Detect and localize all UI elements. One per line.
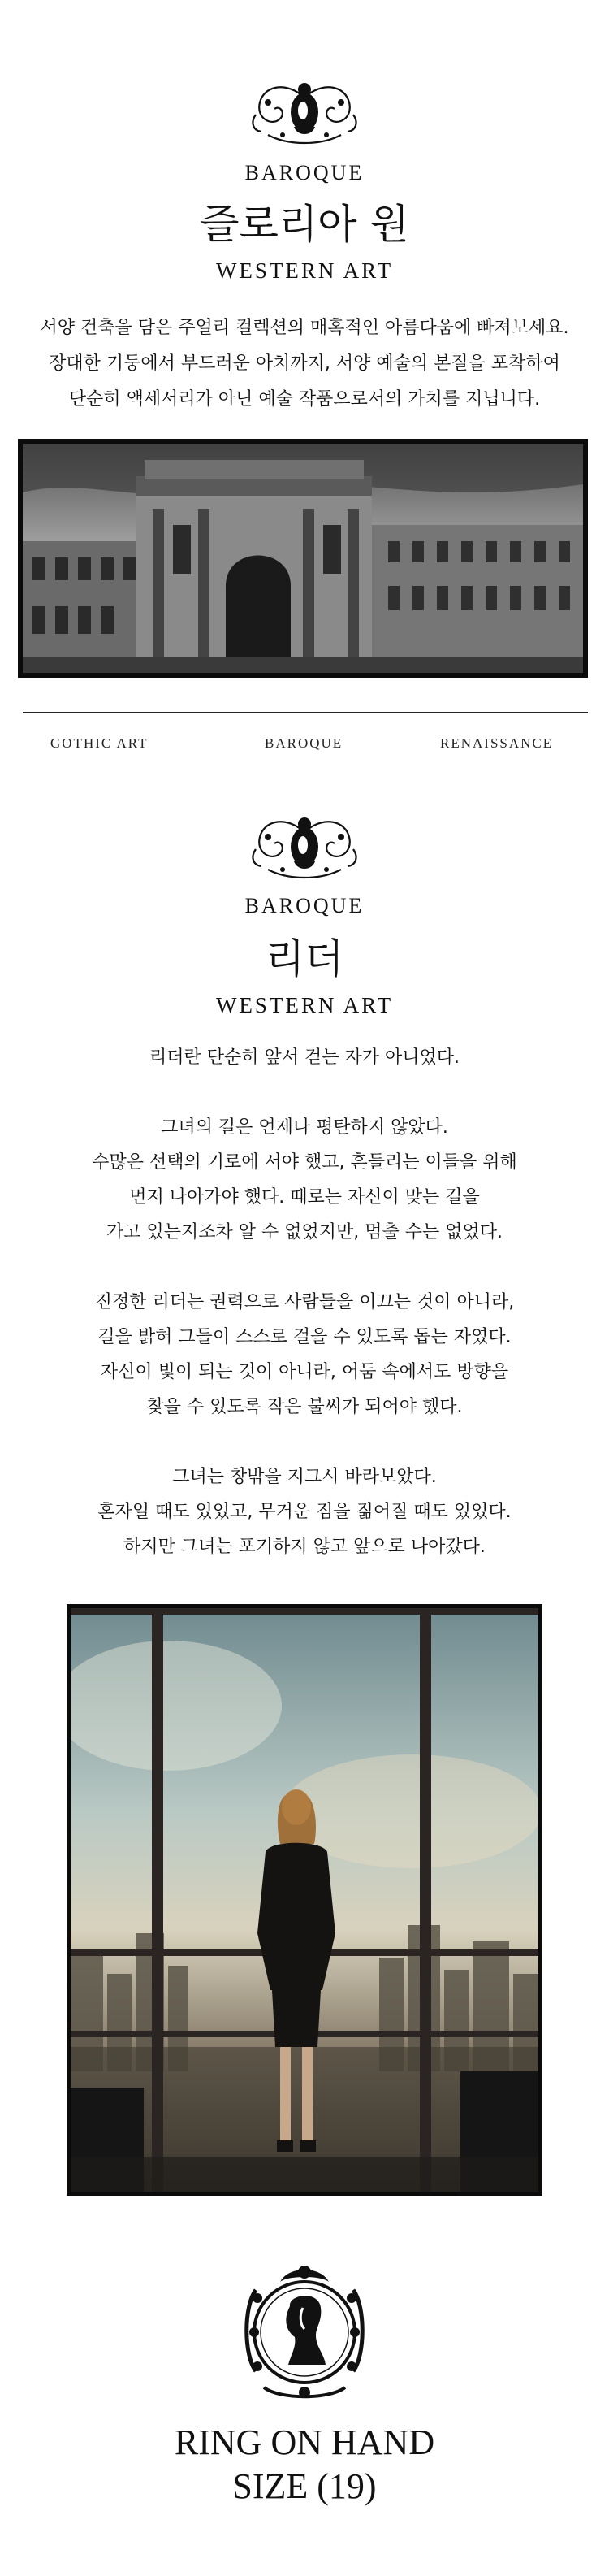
category-label-1: WESTERN ART	[215, 258, 394, 283]
story-line: 먼저 나아가야 했다. 때로는 자신이 맞는 길을	[129, 1187, 480, 1208]
story-line: 길을 밝혀 그들이 스스로 걸을 수 있도록 돕는 자였다.	[97, 1327, 512, 1347]
style-label-2: BAROQUE	[244, 894, 365, 917]
nav-item-renaissance[interactable]: RENAISSANCE	[440, 735, 554, 751]
story-line: 수많은 선택의 기로에 서야 했고, 흔들리는 이들을 위해	[92, 1152, 517, 1173]
description-line: 단순히 액세서리가 아닌 예술 작품으로서의 가치를 지닙니다.	[68, 389, 541, 410]
description-1	[0, 310, 609, 418]
woman-at-window-painting-icon	[71, 1608, 538, 2192]
story-line: 찾을 수 있도록 작은 불씨가 되어야 했다.	[146, 1397, 463, 1417]
description-line: 장대한 기둥에서 부드러운 아치까지, 서양 예술의 본질을 포착하여	[49, 353, 560, 374]
story-line: 그녀는 창밖을 지그시 바라보았다.	[172, 1467, 437, 1487]
crest-emblem-middle	[244, 813, 365, 886]
ring-on-hand-label: RING ON HAND	[174, 2422, 435, 2462]
story-line: 혼자일 때도 있었고, 무거운 짐을 짊어질 때도 있었다.	[97, 1502, 512, 1522]
category-label-2: WESTERN ART	[215, 993, 394, 1017]
medallion-emblem	[231, 2257, 378, 2404]
story-text	[0, 1040, 609, 1564]
architecture-image-frame	[18, 439, 588, 678]
baroque-crest-icon	[244, 813, 365, 886]
leader-painting-frame	[67, 1604, 542, 2196]
story-line: 리더란 단순히 앞서 걷는 자가 아니었다.	[149, 1047, 460, 1068]
baroque-arch-photo-icon	[23, 444, 583, 673]
style-label-1: BAROQUE	[244, 161, 365, 184]
style-nav	[0, 735, 609, 757]
baroque-medallion-icon	[231, 2257, 378, 2404]
product-title-1: 즐로리아 원	[200, 201, 409, 248]
description-line: 서양 건축을 담은 주얼리 컬렉션의 매혹적인 아름다움에 빠져보세요.	[40, 318, 569, 338]
nav-item-baroque[interactable]: BAROQUE	[265, 735, 343, 751]
story-line: 진정한 리더는 권력으로 사람들을 이끄는 것이 아니라,	[94, 1292, 515, 1312]
nav-item-gothic-art[interactable]: GOTHIC ART	[50, 735, 149, 751]
crest-emblem-top	[244, 78, 365, 151]
story-line: 가고 있는지조차 알 수 없었지만, 멈출 수는 없었다.	[106, 1222, 503, 1242]
product-title-2: 리더	[265, 935, 344, 982]
story-line: 하지만 그녀는 포기하지 않고 앞으로 나아갔다.	[123, 1537, 486, 1557]
divider	[23, 712, 588, 713]
baroque-crest-icon	[244, 78, 365, 151]
story-line: 자신이 빛이 되는 것이 아니라, 어둠 속에서도 방향을	[100, 1362, 509, 1382]
story-line: 그녀의 길은 언제나 평탄하지 않았다.	[161, 1117, 448, 1138]
ring-size-label: SIZE (19)	[232, 2466, 377, 2506]
